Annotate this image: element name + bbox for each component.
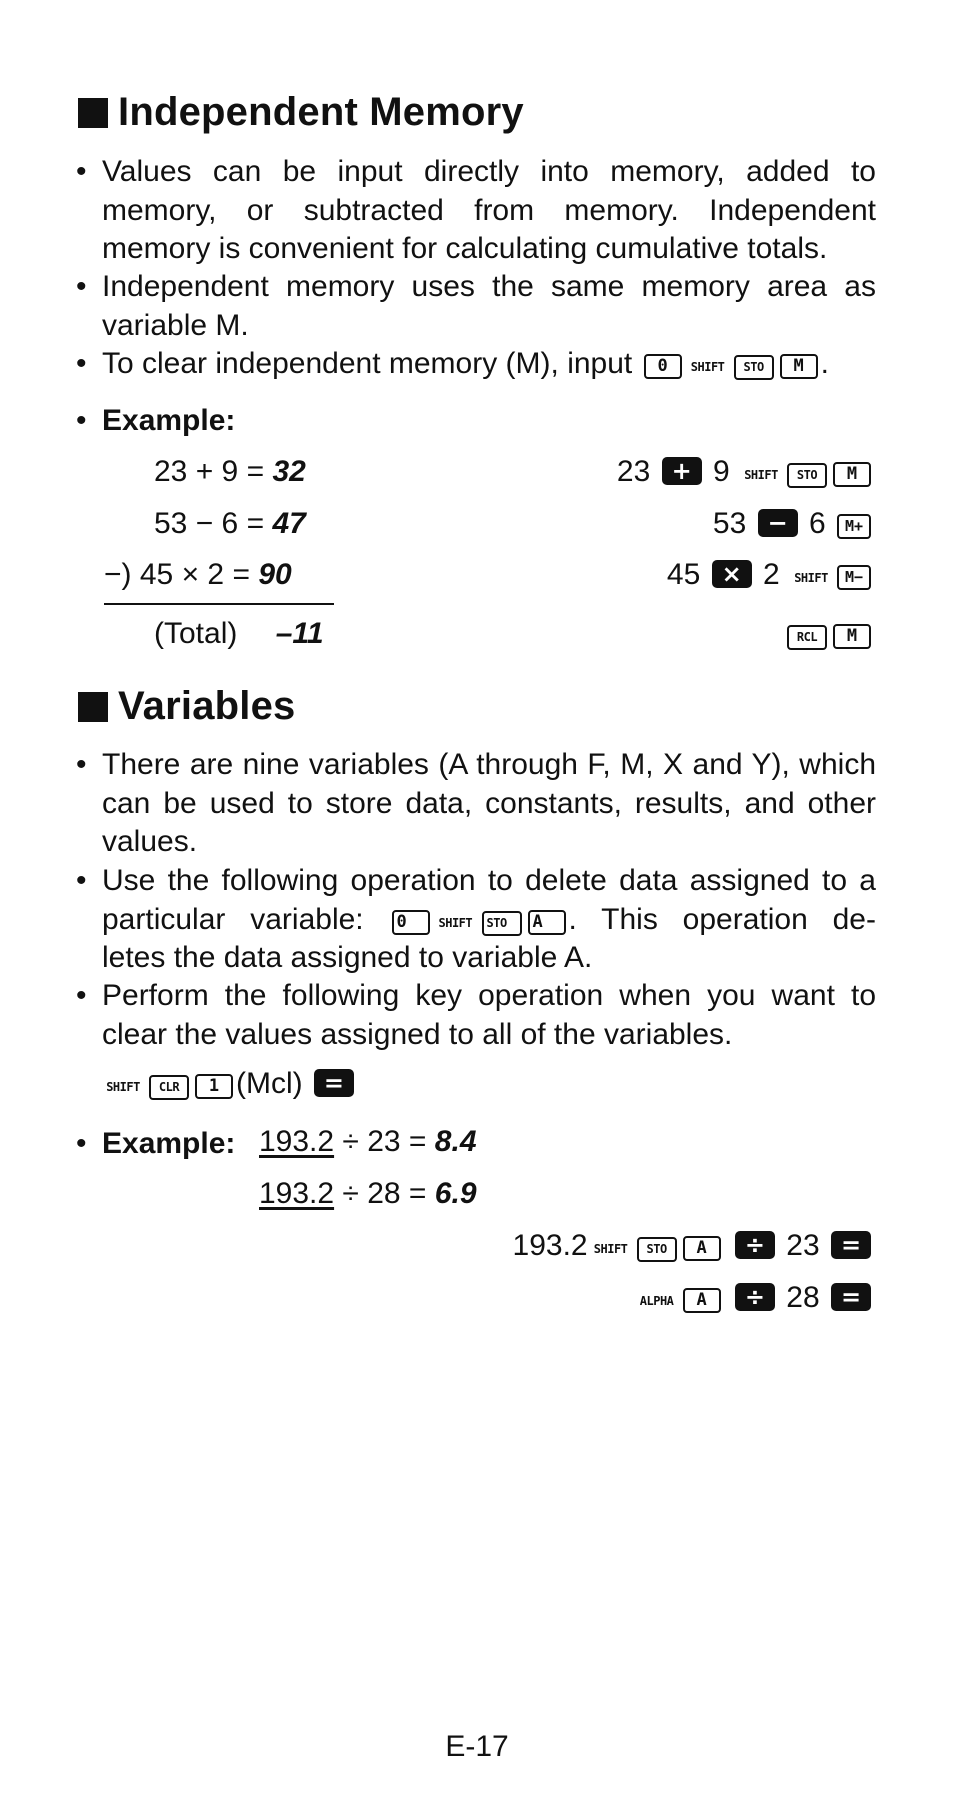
text-line: To clear independent memory (M), input — [102, 347, 633, 380]
calc-expression: 45 × 2 = — [139, 558, 250, 591]
text-line: Values can be input directly into memory, added to — [102, 155, 876, 188]
text-line: can be used to store data, constants, results, and other — [102, 786, 876, 820]
key-m-plus[interactable]: M+ — [837, 514, 871, 539]
bullet-dot: • — [76, 1127, 87, 1160]
key-shift[interactable]: SHIFT — [591, 1239, 631, 1264]
text-fragment: particular variable: — [102, 902, 364, 936]
key-sto[interactable]: STO — [734, 355, 774, 380]
text-line: Perform the following key operation when you want to — [102, 979, 876, 1012]
example-label: Example: — [102, 404, 236, 437]
key-a[interactable]: A — [683, 1288, 721, 1313]
calc-result: 32 — [272, 455, 306, 488]
ops-number: 193.2 — [512, 1229, 588, 1262]
bullet-dot: • — [76, 347, 87, 380]
key-times[interactable]: × — [712, 560, 752, 588]
calc-expression: ÷ 23 = — [342, 1125, 427, 1158]
key-minus[interactable]: − — [758, 509, 798, 537]
key-shift[interactable]: SHIFT — [741, 465, 781, 490]
key-a[interactable]: A — [528, 910, 566, 935]
bullet-dot: • — [76, 748, 87, 781]
bullet-clear-memory: • To clear independent memory (M), input 0 SHIFT STO M . — [76, 345, 876, 384]
text-line: letes the data assigned to variable A. — [102, 941, 593, 974]
key-divide[interactable]: ÷ — [735, 1283, 775, 1311]
key-shift[interactable]: SHIFT — [688, 357, 728, 382]
total-label: (Total) — [154, 617, 238, 650]
key-equals[interactable]: = — [831, 1231, 871, 1259]
section-heading-independent-memory — [78, 90, 524, 135]
var-ops-row-1 — [513, 1229, 874, 1264]
bullet-delete-variable — [76, 862, 876, 978]
key-plus[interactable]: + — [662, 457, 702, 485]
text-line: variable M. — [102, 308, 249, 342]
key-m[interactable]: M — [780, 354, 818, 379]
text-line: There are nine variables (A through F, M, X and Y), which — [102, 748, 876, 781]
ops-number: 53 — [712, 507, 747, 540]
ops-row-2 — [713, 507, 874, 541]
bullet-dot: • — [76, 155, 87, 188]
key-equals[interactable]: = — [831, 1283, 871, 1311]
bullet-memory-intro — [76, 153, 876, 269]
heading-square-icon — [78, 98, 108, 128]
calc-result: 6.9 — [434, 1177, 477, 1210]
key-a[interactable]: A — [683, 1236, 721, 1261]
key-m-minus[interactable]: M− — [837, 565, 871, 590]
calc-expression: 23 + 9 = — [154, 455, 265, 488]
section-title: Independent Memory — [118, 90, 524, 134]
calc-row-1 — [154, 455, 306, 489]
key-divide[interactable]: ÷ — [735, 1231, 775, 1259]
var-example-row-1 — [259, 1125, 477, 1159]
key-sto[interactable]: STO — [637, 1237, 677, 1262]
calc-expression: 53 − 6 = — [154, 507, 265, 540]
calc-expression: ÷ 28 = — [342, 1177, 427, 1210]
bullet-dot: • — [76, 979, 87, 1012]
key-0[interactable]: 0 — [644, 354, 682, 379]
text-line: memory is convenient for calculating cumulative totals. — [102, 232, 828, 265]
text-line — [102, 901, 876, 940]
mcl-key-sequence — [100, 1067, 357, 1102]
calc-result: 47 — [272, 507, 306, 540]
text-line: memory, or subtracted from memory. Independent — [102, 193, 876, 227]
var-ops-row-2 — [634, 1281, 874, 1316]
ops-row-3 — [667, 558, 874, 593]
ops-number: 9 — [712, 455, 730, 488]
key-shift[interactable]: SHIFT — [103, 1077, 143, 1102]
key-m[interactable]: M — [833, 462, 871, 487]
ops-number: 45 — [666, 558, 701, 591]
ops-row-total — [784, 617, 874, 651]
heading-square-icon — [78, 692, 108, 722]
key-sto[interactable]: STO — [482, 911, 522, 936]
key-equals[interactable]: = — [314, 1069, 354, 1097]
total-value: –11 — [275, 617, 324, 650]
calc-row-3 — [104, 558, 292, 592]
underlined-value: 193.2 — [259, 1125, 335, 1158]
sum-rule — [104, 603, 334, 605]
key-alpha[interactable]: ALPHA — [637, 1291, 677, 1316]
key-rcl[interactable]: RCL — [787, 625, 827, 650]
section-heading-variables — [78, 684, 295, 729]
text-line: Independent memory uses the same memory area as — [102, 270, 876, 303]
page-number: E-17 — [445, 1730, 509, 1763]
key-shift[interactable]: SHIFT — [436, 913, 476, 938]
bullet-dot: • — [76, 864, 87, 897]
var-example-row-2 — [259, 1177, 477, 1211]
ops-number: 28 — [786, 1281, 820, 1314]
ops-row-1 — [617, 455, 874, 490]
bullet-clear-all-variables — [76, 977, 876, 1054]
key-m[interactable]: M — [833, 624, 871, 649]
key-shift[interactable]: SHIFT — [791, 568, 831, 593]
key-1[interactable]: 1 — [195, 1074, 233, 1099]
ops-number: 6 — [808, 507, 826, 540]
example-heading-1 — [76, 402, 876, 441]
text-fragment: . This operation de- — [568, 902, 876, 936]
text-line: values. — [102, 825, 198, 858]
key-sto[interactable]: STO — [787, 463, 827, 488]
calc-total — [154, 617, 324, 651]
calc-result: 8.4 — [434, 1125, 477, 1158]
text-line: clear the values assigned to all of the variables. — [102, 1017, 733, 1051]
calc-prefix: −) — [104, 558, 132, 591]
bullet-dot: • — [76, 404, 87, 437]
key-clr[interactable]: CLR — [149, 1075, 189, 1100]
bullet-memory-area — [76, 268, 876, 345]
ops-number: 23 — [786, 1229, 820, 1262]
section-title: Variables — [118, 684, 296, 728]
bullet-dot: • — [76, 270, 87, 303]
bullet-nine-variables — [76, 746, 876, 862]
ops-number: 23 — [616, 455, 651, 488]
example-label: Example: — [102, 1127, 236, 1160]
calc-row-2 — [154, 507, 306, 541]
key-0[interactable]: 0 — [392, 910, 430, 935]
ops-number: 2 — [762, 558, 780, 591]
mcl-label: (Mcl) — [236, 1067, 303, 1100]
underlined-value: 193.2 — [259, 1177, 335, 1210]
calc-result: 90 — [258, 558, 292, 591]
text-line: Use the following operation to delete data assigned to a — [102, 864, 876, 897]
